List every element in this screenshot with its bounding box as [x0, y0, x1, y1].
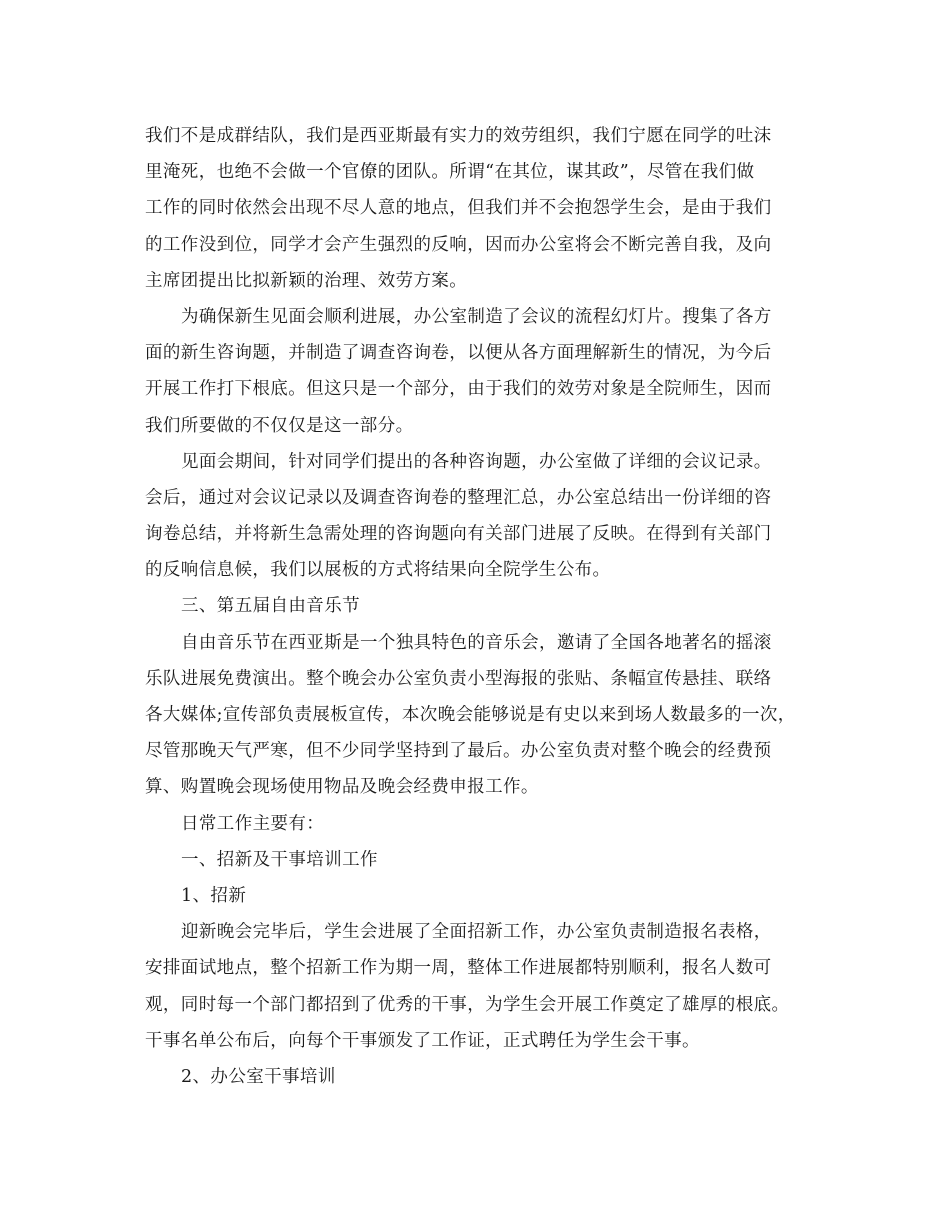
text-line: 算、购置晚会现场使用物品及晚会经费申报工作。: [145, 777, 539, 798]
text-line: 主席团提出比拟新颖的治理、效劳方案。: [145, 270, 468, 291]
text-line: 里淹死，也绝不会做一个官僚的团队。所谓“在其位，谋其政”，尽管在我们做: [145, 162, 755, 183]
text-line: 的反响信息候，我们以展板的方式将结果向全院学生公布。: [145, 560, 611, 581]
text-line: 我们所要做的不仅仅是这一部分。: [145, 415, 414, 436]
text-line: 我们不是成群结队，我们是西亚斯最有实力的效劳组织，我们宁愿在同学的吐沫: [145, 126, 772, 146]
paragraph-first-line: 见面会期间，针对同学们提出的各种咨询题，办公室做了详细的会议记录。: [181, 451, 772, 472]
paragraph-first-line: 1、招新: [181, 885, 247, 906]
text-line: 面的新生咨询题，并制造了调查咨询卷，以便从各方面理解新生的情况，为今后: [145, 343, 772, 364]
paragraph-first-line: 迎新晚会完毕后，学生会进展了全面招新工作，办公室负责制造报名表格，: [181, 922, 772, 943]
paragraph-first-line: 一、招新及干事培训工作: [181, 849, 378, 870]
paragraph-first-line: 三、第五届自由音乐节: [181, 596, 360, 617]
text-line: 乐队进展免费演出。整个晚会办公室负责小型海报的张贴、条幅宣传悬挂、联络: [145, 668, 772, 689]
paragraph-first-line: 自由音乐节在西亚斯是一个独具特色的音乐会，邀请了全国各地著名的摇滚: [181, 632, 772, 653]
text-line: 安排面试地点，整个招新工作为期一周，整体工作进展都特别顺利，报名人数可: [145, 958, 772, 979]
text-line: 观，同时每一个部门都招到了优秀的干事，为学生会开展工作奠定了雄厚的根底。: [145, 994, 790, 1015]
text-line: 询卷总结，并将新生急需处理的咨询题向有关部门进展了反映。在得到有关部门: [145, 524, 772, 545]
text-line: 开展工作打下根底。但这只是一个部分，由于我们的效劳对象是全院师生，因而: [145, 379, 772, 400]
text-line: 尽管那晚天气严寒，但不少同学坚持到了最后。办公室负责对整个晚会的经费预: [145, 741, 772, 762]
document-body: [145, 118, 825, 1095]
text-line: 工作的同时依然会出现不尽人意的地点，但我们并不会抱怨学生会，是由于我们: [145, 198, 772, 219]
text-line: 各大媒体;宣传部负责展板宣传，本次晚会能够说是有史以来到场人数最多的一次，: [145, 705, 796, 725]
text-line: 的工作没到位，同学才会产生强烈的反响，因而办公室将会不断完善自我，及向: [145, 234, 772, 255]
paragraph-first-line: 为确保新生见面会顺利进展，办公室制造了会议的流程幻灯片。搜集了各方: [181, 306, 772, 327]
text-line: 会后，通过对会议记录以及调查咨询卷的整理汇总，办公室总结出一份详细的咨: [145, 487, 772, 508]
paragraph-first-line: 2、办公室干事培训: [181, 1066, 336, 1087]
paragraph-first-line: 日常工作主要有：: [181, 813, 325, 834]
text-line: 干事名单公布后，向每个干事颁发了工作证，正式聘任为学生会干事。: [145, 1030, 700, 1051]
